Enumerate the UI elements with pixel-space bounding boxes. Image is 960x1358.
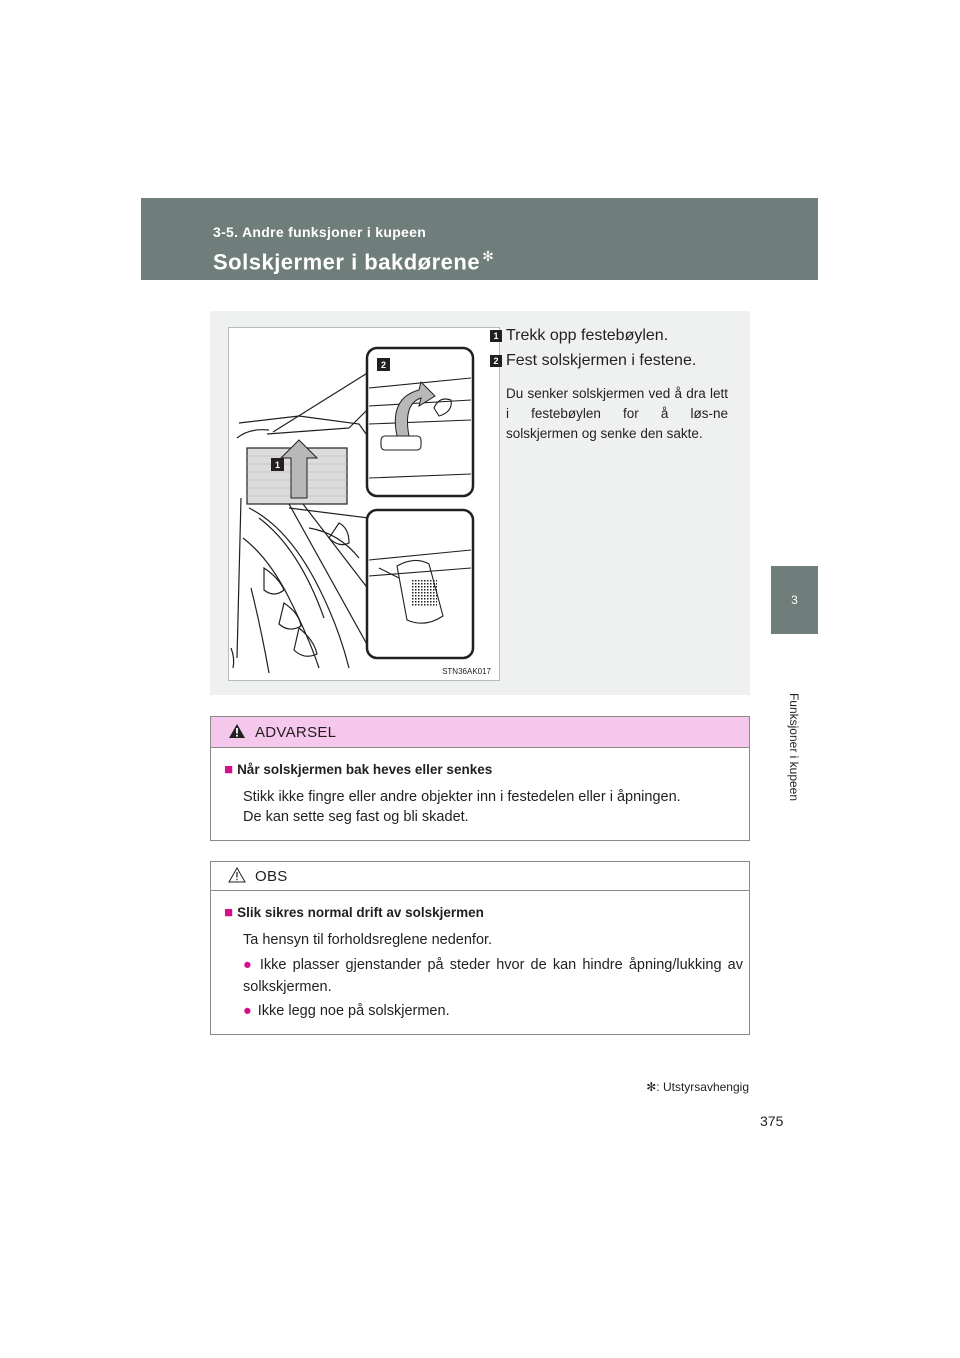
notice-bullet-2	[243, 1000, 743, 1022]
footnote-mark: ✻	[646, 1080, 657, 1094]
square-bullet-icon: ■	[224, 761, 234, 778]
callout-1-label: 1	[274, 460, 281, 470]
warning-line-1: Stikk ikke fingre eller andre objekter inn i festedelen eller i åpningen.	[243, 789, 681, 805]
page-title	[213, 248, 494, 275]
square-bullet-icon: ■	[224, 904, 234, 921]
figure-code: STN36AK017	[442, 667, 491, 676]
section-label: 3-5. Andre funksjoner i kupeen	[213, 224, 427, 240]
notice-item	[224, 904, 484, 921]
warning-header	[211, 717, 749, 748]
step-2-number: 2	[490, 355, 502, 367]
caution-icon	[228, 867, 246, 883]
notice-item-title: Slik sikres normal drift av solskjermen	[237, 905, 484, 920]
warning-item-title: Når solskjermen bak heves eller senkes	[237, 762, 493, 777]
page-title-text: Solskjermer i bakdørene	[213, 249, 481, 275]
step-2	[490, 352, 696, 370]
lowering-note: Du senker solskjermen ved å dra lett i festebøylen for å løs-ne solskjermen og senke den sakte.	[506, 386, 728, 441]
step-1	[490, 327, 668, 345]
page-number: 375	[760, 1113, 784, 1129]
warning-line-2: De kan sette seg fast og bli skadet.	[243, 809, 469, 825]
illustration-panel	[210, 311, 750, 695]
notice-heading: OBS	[255, 868, 288, 885]
page-header	[141, 198, 818, 280]
warning-box	[210, 716, 750, 841]
step-1-text: Trekk opp festebøylen.	[506, 327, 669, 344]
footnote	[646, 1080, 749, 1094]
chapter-tab: 3	[771, 566, 818, 634]
chapter-label: Funksjoner i kupeen	[787, 692, 801, 802]
notice-header	[211, 862, 749, 891]
step-1-number: 1	[490, 330, 502, 342]
notice-box	[210, 861, 750, 1035]
notice-bullet-1	[243, 954, 743, 998]
callout-2-label: 2	[380, 360, 387, 370]
round-bullet-icon: ●	[243, 1003, 252, 1019]
sunshade-drawing	[229, 328, 499, 680]
warning-item	[224, 761, 492, 778]
sunshade-illustration	[228, 327, 500, 681]
notice-intro: Ta hensyn til forholdsreglene nedenfor.	[243, 932, 493, 948]
notice-bullet-1-text: Ikke plasser gjenstander på steder hvor de kan hindre åpning/lukking av solkskjermen.	[243, 957, 743, 995]
round-bullet-icon: ●	[243, 957, 254, 973]
notice-bullet-2-text: Ikke legg noe på solskjermen.	[257, 1003, 450, 1019]
step-2-text: Fest solskjermen i festene.	[506, 352, 697, 369]
optional-equipment-mark: ✻	[482, 248, 495, 264]
warning-icon	[228, 723, 246, 739]
footnote-text: : Utstyrsavhengig	[656, 1080, 749, 1094]
warning-heading: ADVARSEL	[255, 724, 337, 741]
